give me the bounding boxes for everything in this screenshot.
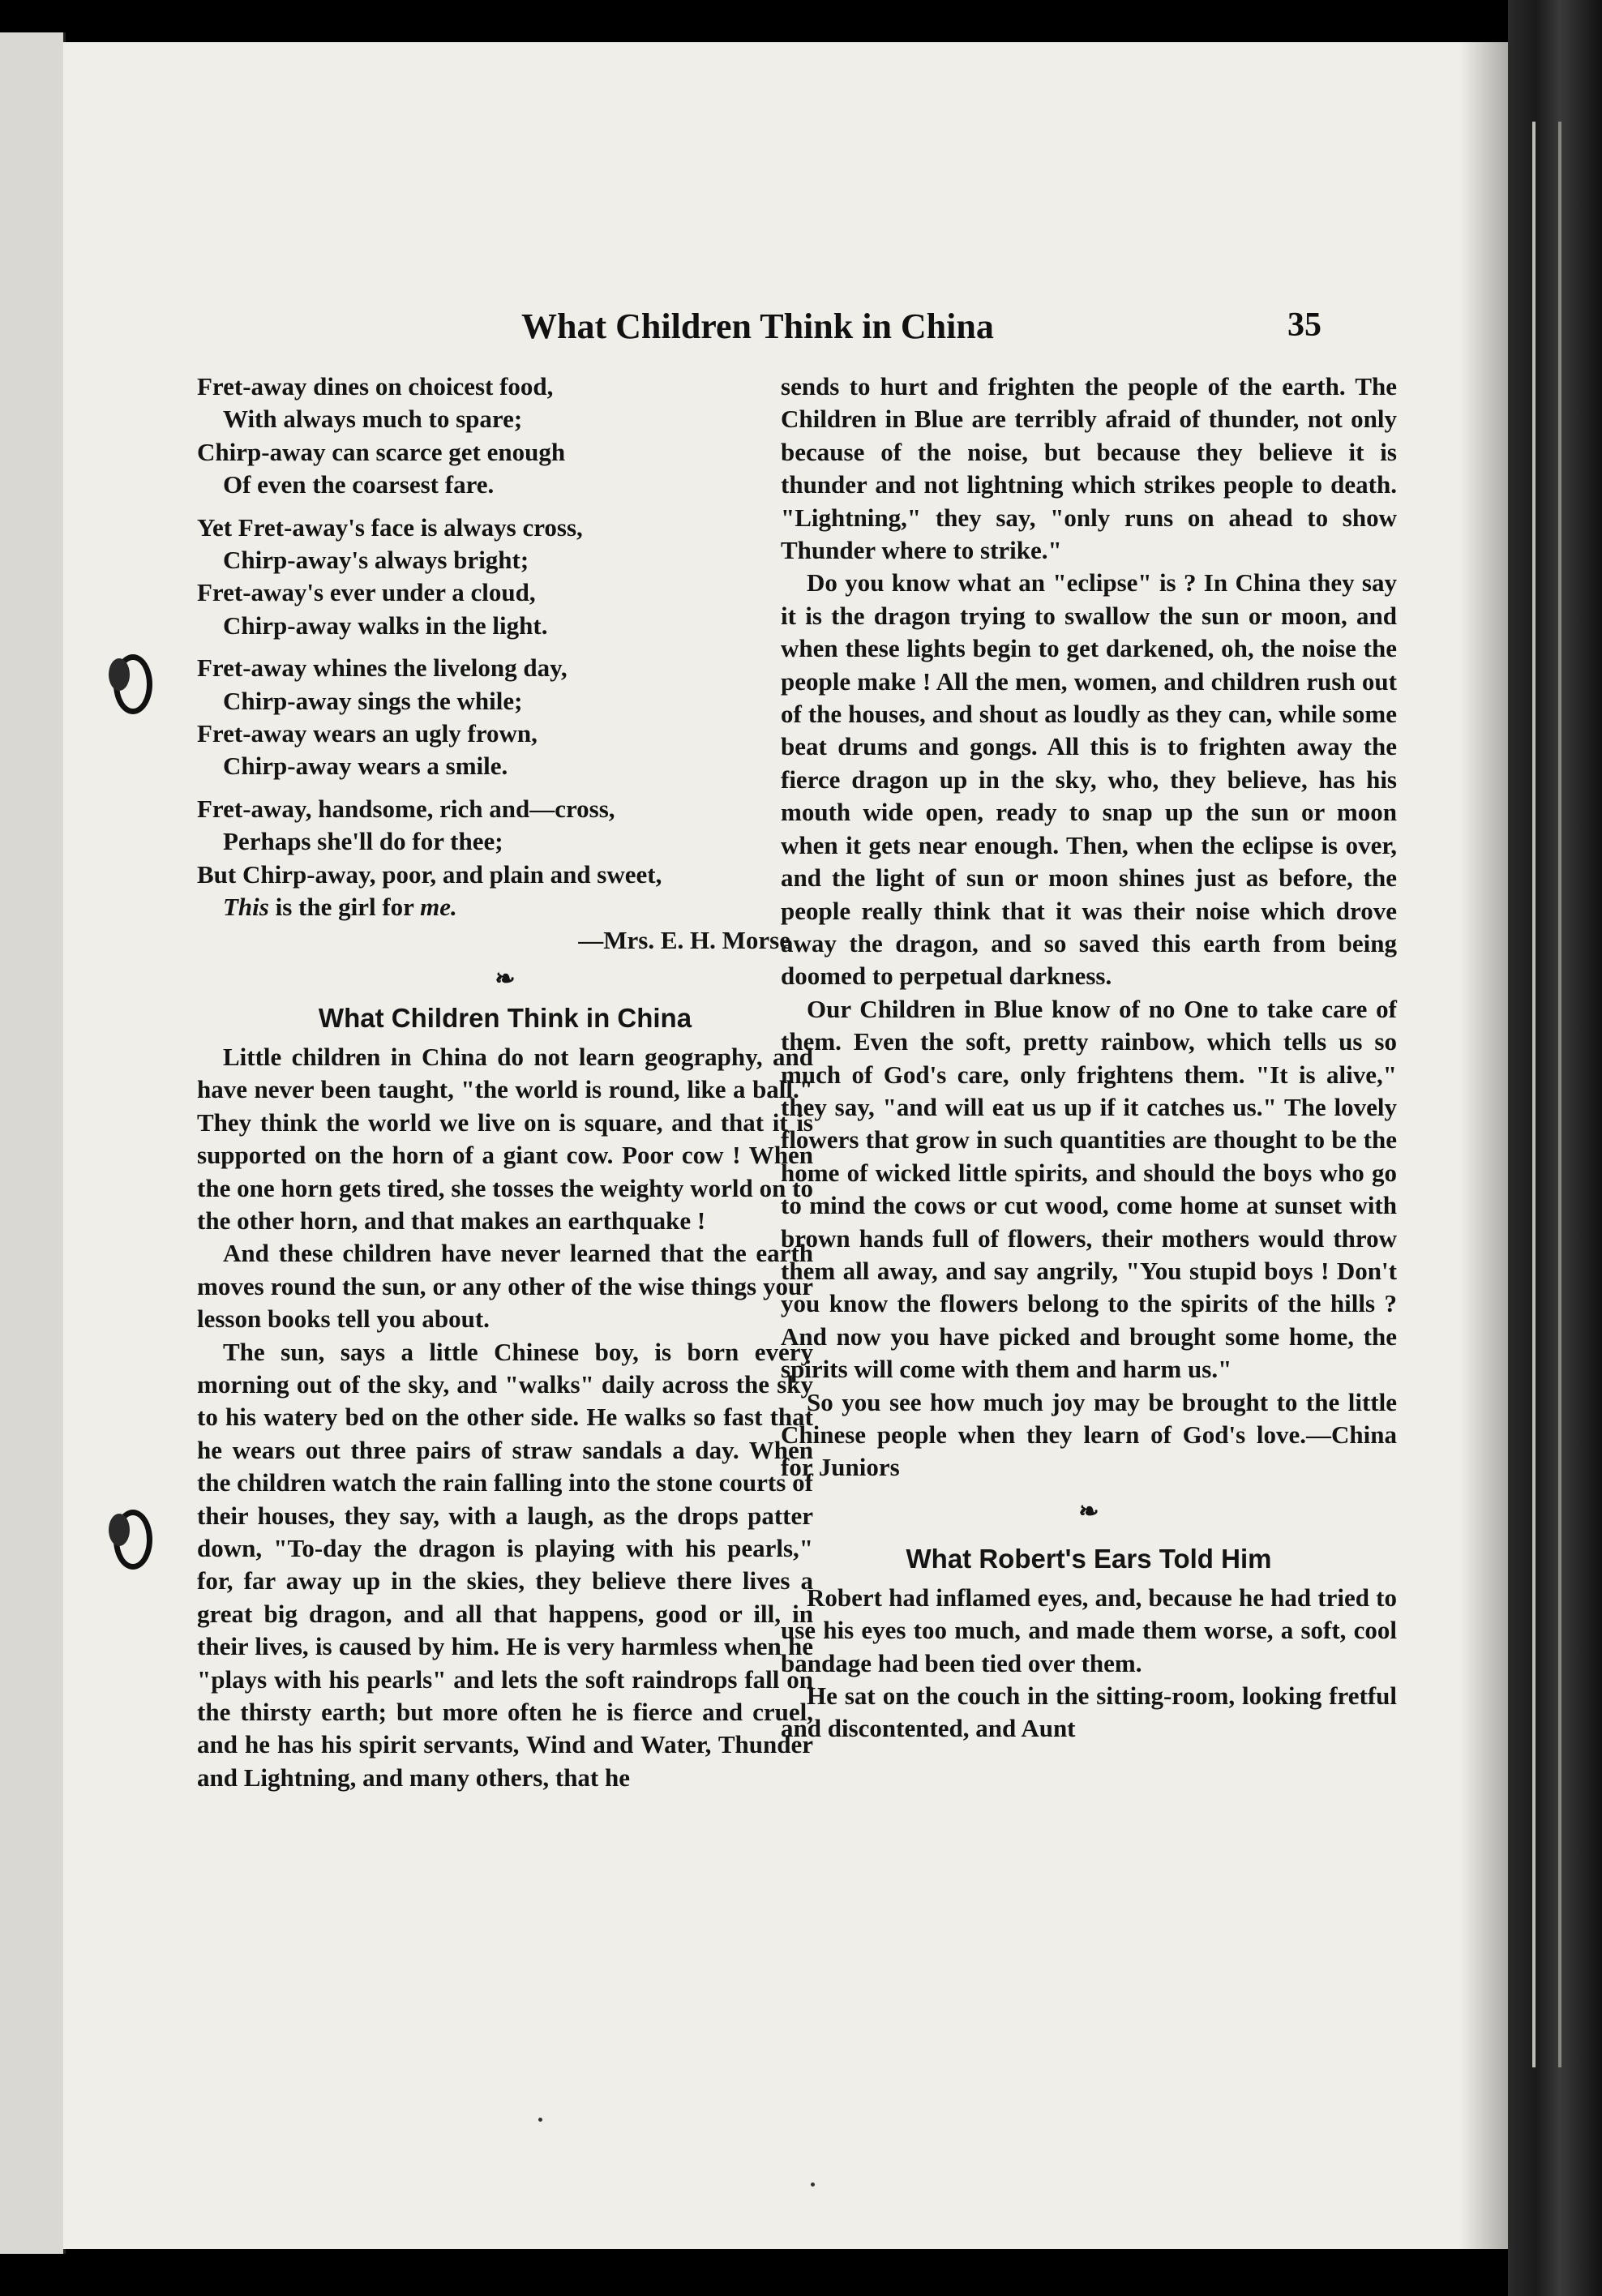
page-number: 35 xyxy=(1287,306,1321,344)
poem-line: Chirp-away wears a smile. xyxy=(223,752,508,781)
page-gutter-shade xyxy=(1459,42,1508,2249)
left-column xyxy=(197,371,813,1794)
poem-line: Fret-away, handsome, rich and—cross, xyxy=(197,794,615,823)
poem-line: Chirp-away's always bright; xyxy=(223,546,529,575)
poem-line: Chirp-away walks in the light. xyxy=(223,610,548,640)
article-paragraph: Robert had inflamed eyes, and, because he had tried to use his eyes too much, and made them worse, a soft, cool bandage had been tied over them. xyxy=(781,1583,1397,1677)
poem-line: Chirp-away can scarce get enough xyxy=(197,437,566,466)
poem-line: Perhaps she'll do for thee; xyxy=(223,827,503,856)
poem-line-text: is the girl for xyxy=(275,893,414,922)
facing-page-edge xyxy=(0,32,66,2254)
article-paragraph: And these children have never learned that the earth moves round the sun, or any other of the wise things your lesson books tell you about. xyxy=(197,1239,813,1334)
poem-line: Yet Fret-away's face is always cross, xyxy=(197,512,583,542)
article-paragraph: Little children in China do not learn geography, and have never been taught, "the world is round, like a ball." They think the world we live on is square, and that it is supported on the horn of a giant cow. Poor cow ! When the one horn gets tired, she tosses the weighty world on to the other horn, and that makes an earthquake ! xyxy=(197,1042,813,1235)
poem-attribution: —Mrs. E. H. Morse xyxy=(578,925,790,954)
article-heading: What Robert's Ears Told Him xyxy=(906,1543,1272,1574)
poem-stanza xyxy=(197,793,813,957)
article-paragraph: So you see how much joy may be brought to the little Chinese people when they learn of God's love.—China for Juniors xyxy=(781,1387,1397,1482)
article-paragraph-continued: sends to hurt and frighten the people of the earth. The Children in Blue are terribly afraid of thunder, not only because of the noise, but because they believe it is thunder and not lightning which strikes people to death. "Lightning," they say, "only runs on ahead to show Thunder where to strike." xyxy=(781,372,1397,565)
right-column xyxy=(781,371,1397,1746)
article-heading: What Children Think in China xyxy=(318,1002,692,1033)
poem-stanza xyxy=(197,371,813,502)
article-paragraph: He sat on the couch in the sitting-room, looking fretful and discontented, and Aunt xyxy=(781,1681,1397,1743)
poem-line-last xyxy=(197,891,813,923)
article-paragraph: Our Children in Blue know of no One to take care of them. Even the soft, pretty rainbow, which tells us so much of God's care, only frightens them. "It is alive," they say, "and will eat us up if it catches us." The lovely flowers that grow in such quantities are thought to be the home of wicked little spirits, and should the boys who go to mind the cows or cut wood, come home at sunset with brown hands full of flowers, their mothers would throw them all away, and say angrily, "You stupid boys ! Don't you know the flowers belong to the spirits of the hills ? And now you have picked and brought some home, the spirits will come with them and harm us." xyxy=(781,994,1397,1384)
poem-line: Fret-away wears an ugly frown, xyxy=(197,719,538,748)
poem-emphasis-me: me. xyxy=(420,893,457,922)
running-head-title: What Children Think in China xyxy=(521,306,994,346)
poem-line: Fret-away dines on choicest food, xyxy=(197,372,554,401)
section-ornament: ❧ xyxy=(1078,1497,1099,1525)
poem-stanza xyxy=(197,652,813,783)
spine-edge-line xyxy=(1558,122,1561,2067)
poem-line: Fret-away's ever under a cloud, xyxy=(197,578,536,607)
poem-line: Chirp-away sings the while; xyxy=(223,686,523,715)
book-page xyxy=(63,42,1508,2249)
print-speck xyxy=(538,2118,542,2122)
spine-edge-line xyxy=(1532,122,1536,2067)
poem-stanza xyxy=(197,512,813,643)
poem-line: Of even the coarsest fare. xyxy=(223,470,495,499)
binding-mark-upper xyxy=(109,658,130,691)
section-ornament: ❧ xyxy=(495,965,516,992)
poem-line: With always much to spare; xyxy=(223,405,523,434)
article-paragraph: The sun, says a little Chinese boy, is born every morning out of the sky, and "walks" daily across the sky to his watery bed on the other side. He walks so fast that he wears out three pairs of straw sandals a day. When the children watch the rain falling into the stone courts of their houses, they say, with a laugh, as the drops patter down, "To-day the dragon is playing with his pearls," for, far away up in the skies, they believe there lives a great big dragon, and all that happens, good or ill, in their lives, is caused by him. He is very harmless when he "plays with his pearls" and lets the soft raindrops fall on the thirsty earth; but more often he is fierce and cruel, and he has his spirit servants, Wind and Water, Thunder and Lightning, and many others, that he xyxy=(197,1337,813,1792)
binding-mark-lower xyxy=(109,1514,130,1546)
article-paragraph: Do you know what an "eclipse" is ? In China they say it is the dragon trying to swallow the sun or moon, and when these lights begin to get darkened, oh, the noise the people make ! All the men, women, and children rush out of the houses, and shout as loudly as they can, while some beat drums and gongs. All this is to frighten away the fierce dragon up in the sky, who, they believe, has his mouth wide open, ready to snap up the sun or moon when it gets near enough. Then, when the eclipse is over, and the light of sun or moon shines just as before, the people really think that it was their noise which drove away the dragon, and so saved this earth from being doomed to perpetual darkness. xyxy=(781,568,1397,991)
poem-emphasis-this: This xyxy=(223,893,269,922)
print-speck xyxy=(811,2182,815,2187)
poem-line: But Chirp-away, poor, and plain and sweet, xyxy=(197,859,662,889)
poem-line: Fret-away whines the livelong day, xyxy=(197,653,568,683)
book-spine xyxy=(1508,0,1602,2296)
